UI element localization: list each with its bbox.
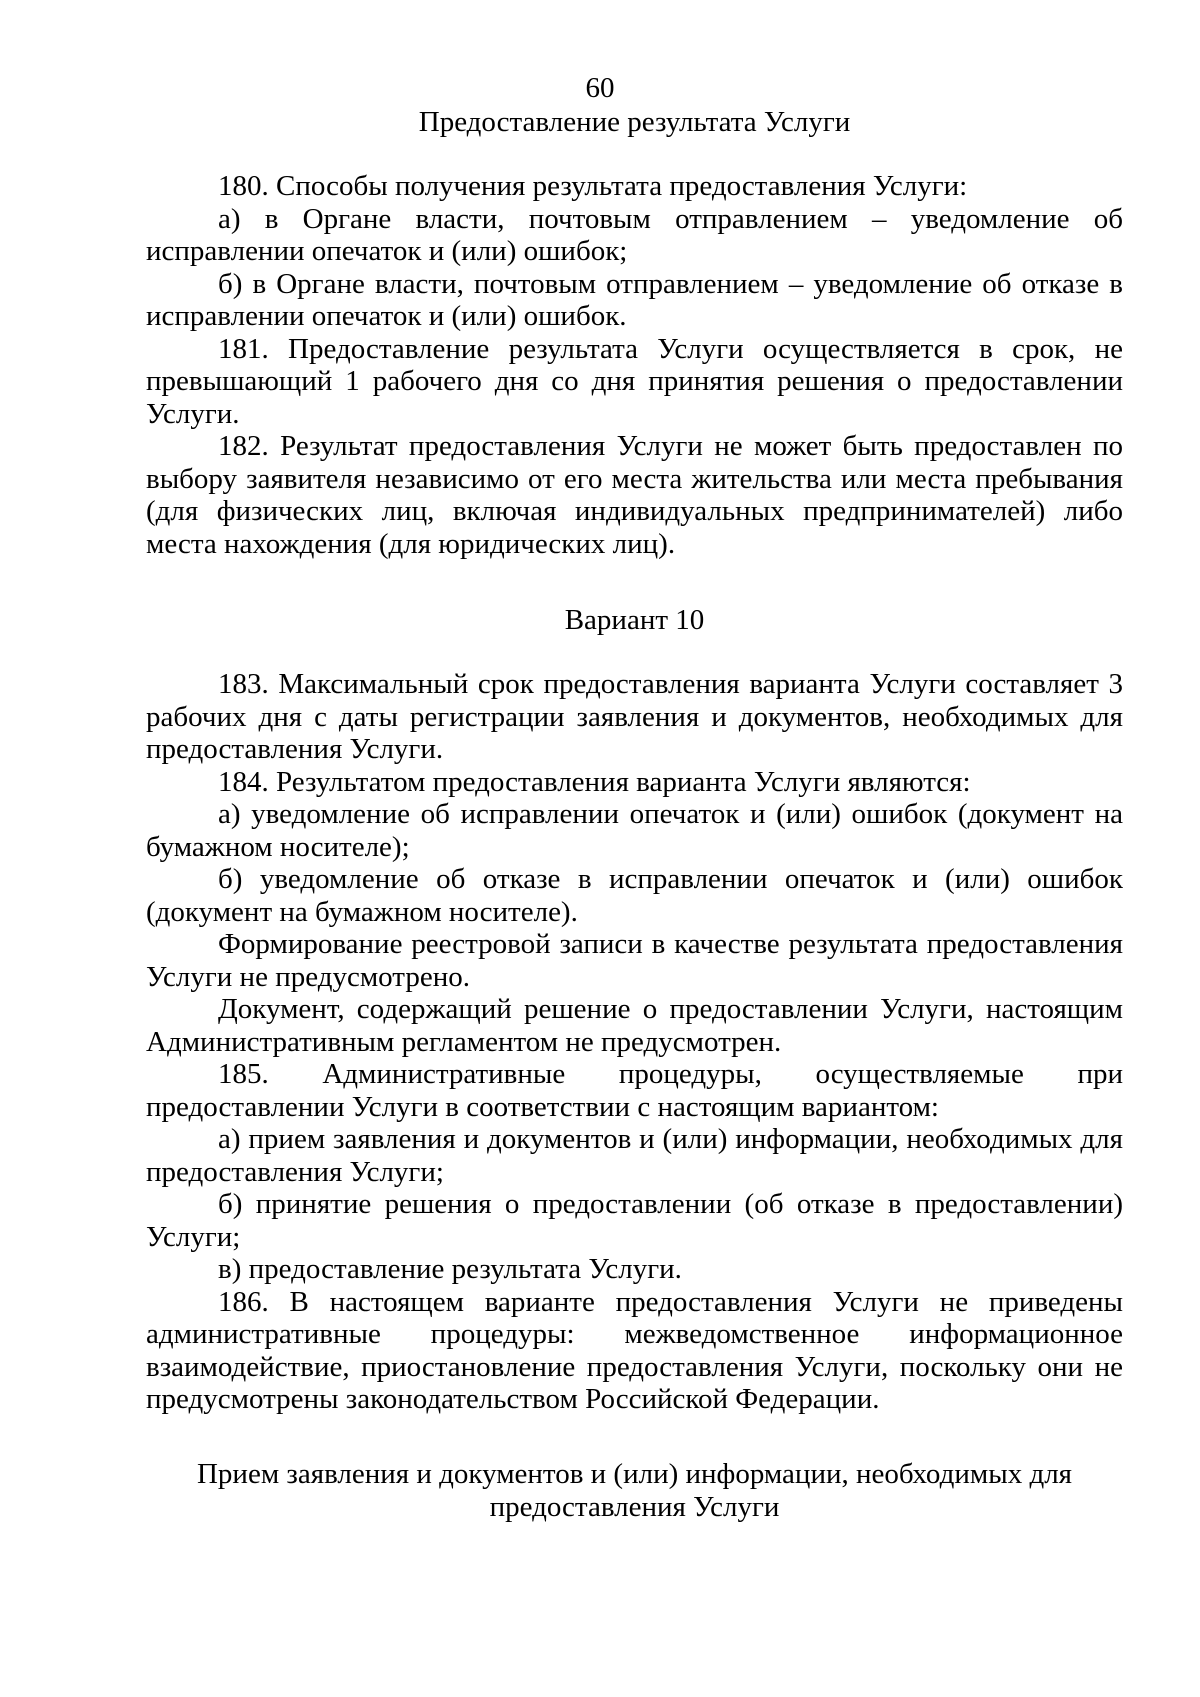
paragraph: Документ, содержащий решение о предоставлении Услуги, настоящим Административным регламентом не предусмотрен. [146, 993, 1123, 1058]
paragraph: в) предоставление результата Услуги. [218, 1253, 682, 1285]
paragraph: 184. Результатом предоставления варианта Услуги являются: [218, 765, 971, 798]
section-heading [146, 106, 1123, 139]
paragraph: 180. Способы получения результата предоставления Услуги: [218, 170, 968, 202]
paragraph: б) уведомление об отказе в исправлении опечаток и (или) ошибок (документ на бумажном носителе). [146, 863, 1123, 928]
paragraph: а) прием заявления и документов и (или) информации, необходимых для предоставления Услуги; [146, 1123, 1123, 1188]
section-title: Предоставление результата Услуги [418, 106, 851, 138]
paragraph: 185. Административные процедуры, осуществляемые при предоставлении Услуги в соответствии с настоящим вариантом: [146, 1058, 1123, 1123]
paragraph: а) уведомление об исправлении опечаток и (или) ошибок (документ на бумажном носителе); [146, 798, 1123, 863]
paragraph: 182. Результат предоставления Услуги не может быть предоставлен по выбору заявителя независимо от его места жительства или места пребывания (для физических лиц, включая индивидуальных предпринимателей) либо места нахождения (для юридических лиц). [146, 430, 1123, 560]
page-number: 60 [585, 72, 615, 104]
section-body [146, 668, 1123, 1416]
section-body [146, 170, 1123, 560]
section-title-line-2: предоставления Услуги [489, 1490, 780, 1523]
section-heading [146, 604, 1123, 637]
section-title-line-1: Прием заявления и документов и (или) информации, необходимых для [196, 1458, 1073, 1490]
paragraph: 183. Максимальный срок предоставления варианта Услуги составляет 3 рабочих дня с даты регистрации заявления и документов, необходимых для предоставления Услуги. [146, 668, 1123, 765]
paragraph: Формирование реестровой записи в качестве результата предоставления Услуги не предусмотрено. [146, 928, 1123, 993]
paragraph: б) в Органе власти, почтовым отправлением – уведомление об отказе в исправлении опечаток и (или) ошибок. [146, 267, 1123, 332]
paragraph: 181. Предоставление результата Услуги осуществляется в срок, не превышающий 1 рабочего дня со дня принятия решения о предоставлении Услуги. [146, 332, 1123, 430]
paragraph: 186. В настоящем варианте предоставления Услуги не приведены административные процедуры: межведомственное информационное взаимодействие, приостановление предоставления Услуги, поскольку они не предусмотрены законодательством Российской Федерации. [146, 1285, 1123, 1415]
paragraph: а) в Органе власти, почтовым отправлением – уведомление об исправлении опечаток и (или) ошибок; [146, 202, 1123, 267]
section-heading [146, 1458, 1123, 1523]
section-title: Вариант 10 [564, 604, 705, 636]
paragraph: б) принятие решения о предоставлении (об отказе в предоставлении) Услуги; [146, 1188, 1123, 1253]
